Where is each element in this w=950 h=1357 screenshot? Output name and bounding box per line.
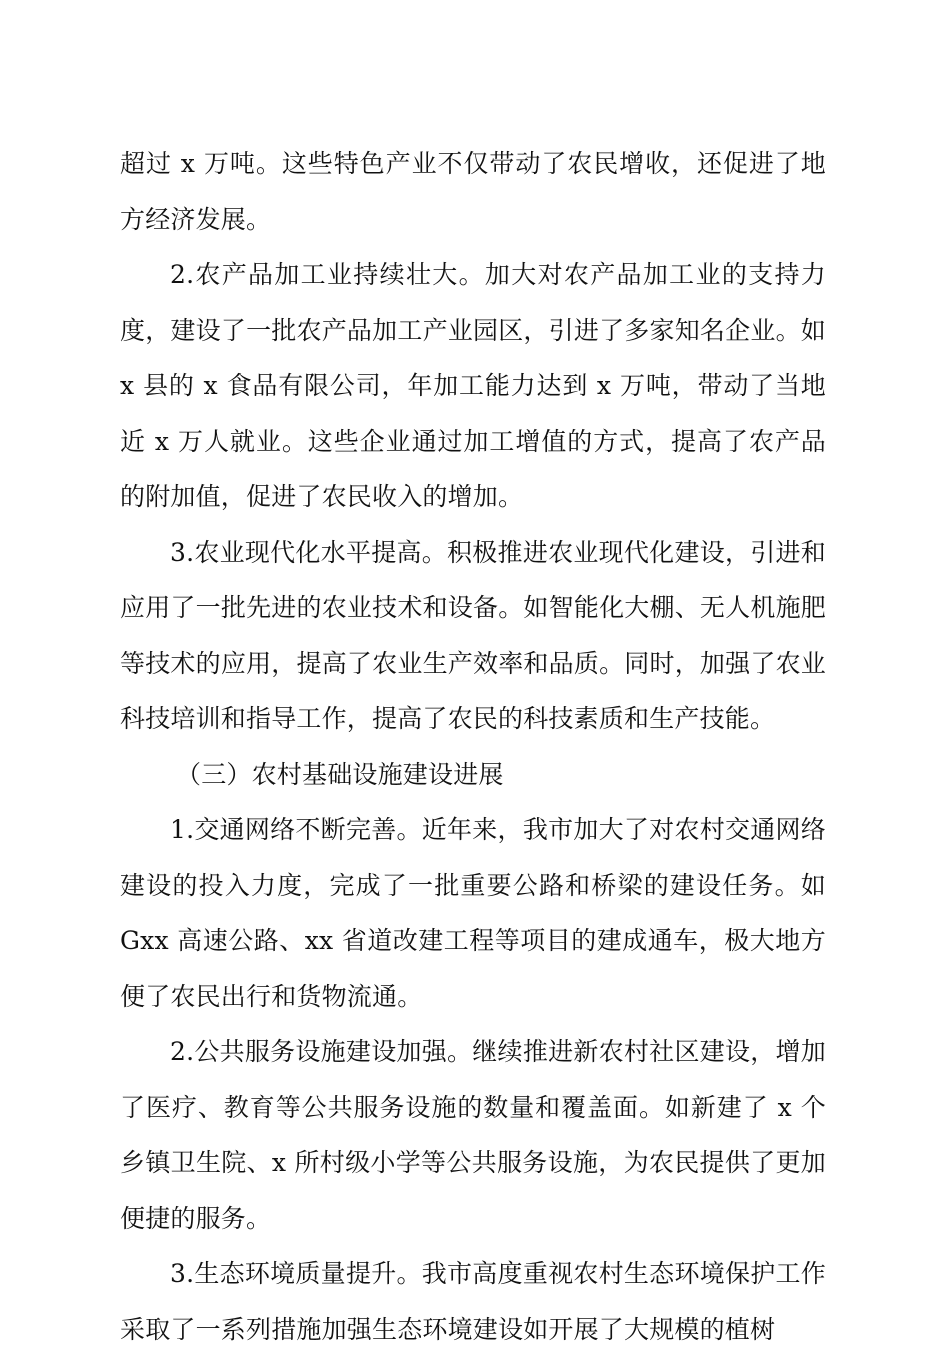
document-body xyxy=(120,136,826,1357)
section-heading-rural-infrastructure: （三）农村基础设施建设进展 xyxy=(176,759,504,789)
paragraph-ecological-environment: 3.生态环境质量提升。我市高度重视农村生态环境保护工作采取了一系列措施加强生态环境建设如开展了大规模的植树 xyxy=(120,1259,826,1344)
paragraph-continuation: 超过 x 万吨。这些特色产业不仅带动了农民增收，还促进了地方经济发展。 xyxy=(120,149,826,234)
paragraph-agri-processing: 2.农产品加工业持续壮大。加大对农产品加工业的支持力度，建设了一批农产品加工产业园区，引进了多家知名企业。如 x 县的 x 食品有限公司，年加工能力达到 x 万吨，带动了当地近 x 万人就业。这些企业通过加工增值的方式，提高了农产品的附加值，促进了农民收入的增加。 xyxy=(120,260,826,511)
paragraph-public-services: 2.公共服务设施建设加强。继续推进新农村社区建设，增加了医疗、教育等公共服务设施的数量和覆盖面。如新建了 x 个乡镇卫生院、x 所村级小学等公共服务设施，为农民提供了更加便捷的服务。 xyxy=(120,1037,826,1233)
paragraph-agri-modernization: 3.农业现代化水平提高。积极推进农业现代化建设，引进和应用了一批先进的农业技术和设备。如智能化大棚、无人机施肥等技术的应用，提高了农业生产效率和品质。同时，加强了农业科技培训和指导工作，提高了农民的科技素质和生产技能。 xyxy=(120,537,826,733)
paragraph-transport-network: 1.交通网络不断完善。近年来，我市加大了对农村交通网络建设的投入力度，完成了一批重要公路和桥梁的建设任务。如 Gxx 高速公路、xx 省道改建工程等项目的建成通车，极大地方便了农民出行和货物流通。 xyxy=(120,815,826,1011)
